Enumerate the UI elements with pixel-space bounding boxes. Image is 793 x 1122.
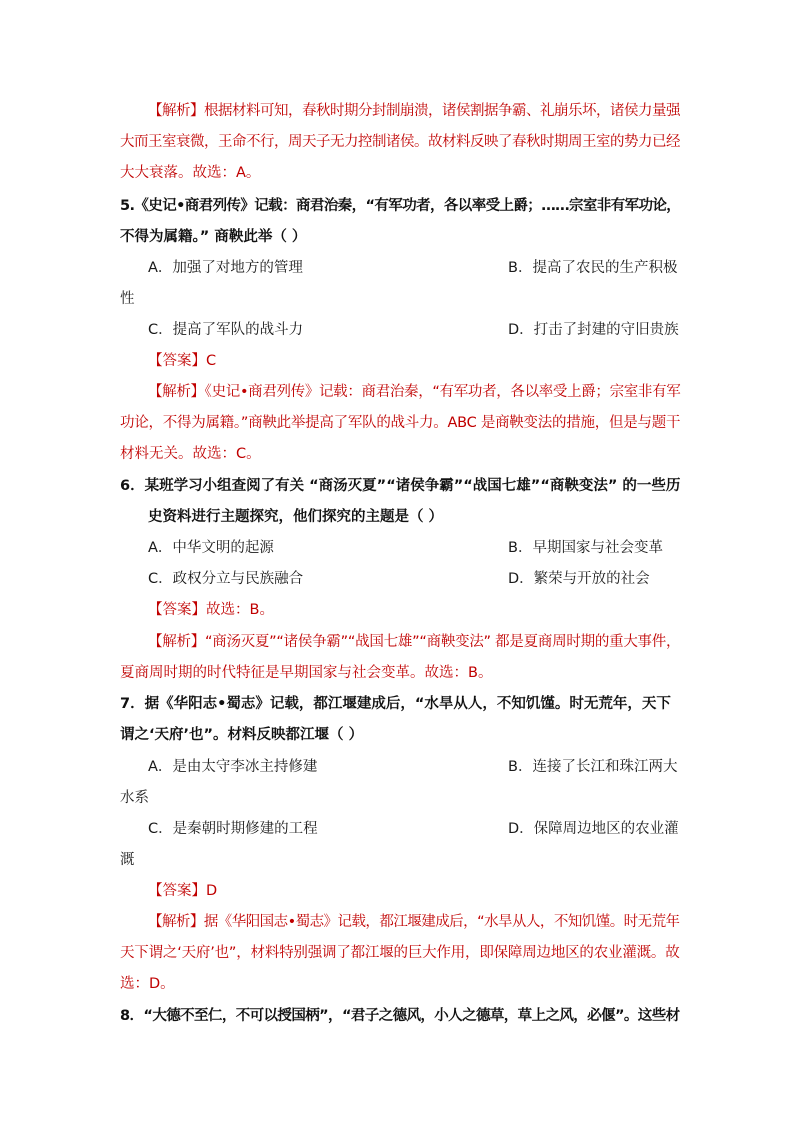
q5-option-d: D．打击了封建的守旧贵族 <box>508 322 679 338</box>
q7-stem-line-2: 谓之‘天府’也”。材料反映都江堰（ ） <box>120 727 364 743</box>
q6-option-c: C．政权分立与民族融合 <box>148 571 304 587</box>
q7-option-b: B．连接了长江和珠江两大 <box>508 759 678 775</box>
q6-option-b: B．早期国家与社会变革 <box>508 540 663 556</box>
q6-answer: 【答案】故选：B。 <box>148 602 274 618</box>
q7-analysis-line-3: 选：D。 <box>120 976 175 992</box>
q7-option-d-wrap: 溉 <box>120 852 135 868</box>
q6-analysis-line-2: 夏商周时期的时代特征是早期国家与社会变革。故选：B。 <box>120 665 493 681</box>
q5-option-b-wrap: 性 <box>120 291 135 307</box>
q6-analysis-line-1: 【解析】“商汤灭夏”“诸侯争霸”“战国七雄”“商鞅变法” 都是夏商周时期的重大事件， <box>148 634 681 650</box>
q7-analysis-line-2: 天下谓之‘天府’也”，材料特别强调了都江堰的巨大作用，即保障周边地区的农业灌溉。故 <box>120 945 680 961</box>
q7-answer: 【答案】D <box>148 883 218 899</box>
q5-option-c: C．提高了军队的战斗力 <box>148 322 304 338</box>
q7-stem-line-1: 7．据《华阳志•蜀志》记载，都江堰建成后，“水旱从人，不知饥馑。时无荒年，天下 <box>120 696 671 712</box>
q7-option-d: D．保障周边地区的农业灌 <box>508 821 679 837</box>
q6-option-d: D．繁荣与开放的社会 <box>508 571 650 587</box>
q5-stem-line-2: 不得为属籍。” 商鞅此举（ ） <box>120 229 307 245</box>
q6-option-a: A．中华文明的起源 <box>148 540 274 556</box>
q7-analysis-line-1: 【解析】据《华阳国志•蜀志》记载，都江堰建成后，“水旱从人，不知饥馑。时无荒年 <box>148 914 680 930</box>
q5-stem-line-1: 5.《史记•商君列传》记载：商君治秦，“有军功者，各以率受上爵；……宗室非有军功论， <box>120 198 681 214</box>
q4-analysis-line-1: 【解析】根据材料可知，春秋时期分封制崩溃，诸侯割据争霸、礼崩乐坏，诸侯力量强 <box>148 103 680 119</box>
q7-option-a: A．是由太守李冰主持修建 <box>148 759 318 775</box>
q4-analysis-line-2: 大而王室衰微，王命不行，周天子无力控制诸侯。故材料反映了春秋时期周王室的势力已经 <box>120 134 680 150</box>
q5-analysis-line-3: 材料无关。故选：C。 <box>120 446 261 462</box>
q8-stem-line-1: 8．“大德不至仁，不可以授国柄”，“君子之德风，小人之德草，草上之风，必偃”。这些材 <box>120 1008 680 1024</box>
q7-option-b-wrap: 水系 <box>120 790 149 806</box>
q6-stem-line-1: 6．某班学习小组查阅了有关 “商汤灭夏”“诸侯争霸”“战国七雄”“商鞅变法” 的一些历 <box>120 478 681 494</box>
q5-option-a: A．加强了对地方的管理 <box>148 260 303 276</box>
q5-option-b: B．提高了农民的生产积极 <box>508 260 678 276</box>
q4-analysis-line-3: 大大衰落。故选：A。 <box>120 165 261 181</box>
q5-analysis-line-1: 【解析】《史记•商君列传》记载：商君治秦，“有军功者，各以率受上爵；宗室非有军 <box>148 384 681 400</box>
q6-stem-line-2: 史资料进行主题探究，他们探究的主题是（ ） <box>148 509 444 525</box>
q5-analysis-line-2: 功论，不得为属籍。”商鞅此举提高了军队的战斗力。ABC 是商鞅变法的措施，但是与题干 <box>120 415 681 431</box>
q7-option-c: C．是秦朝时期修建的工程 <box>148 821 318 837</box>
q5-answer: 【答案】C <box>148 353 217 369</box>
